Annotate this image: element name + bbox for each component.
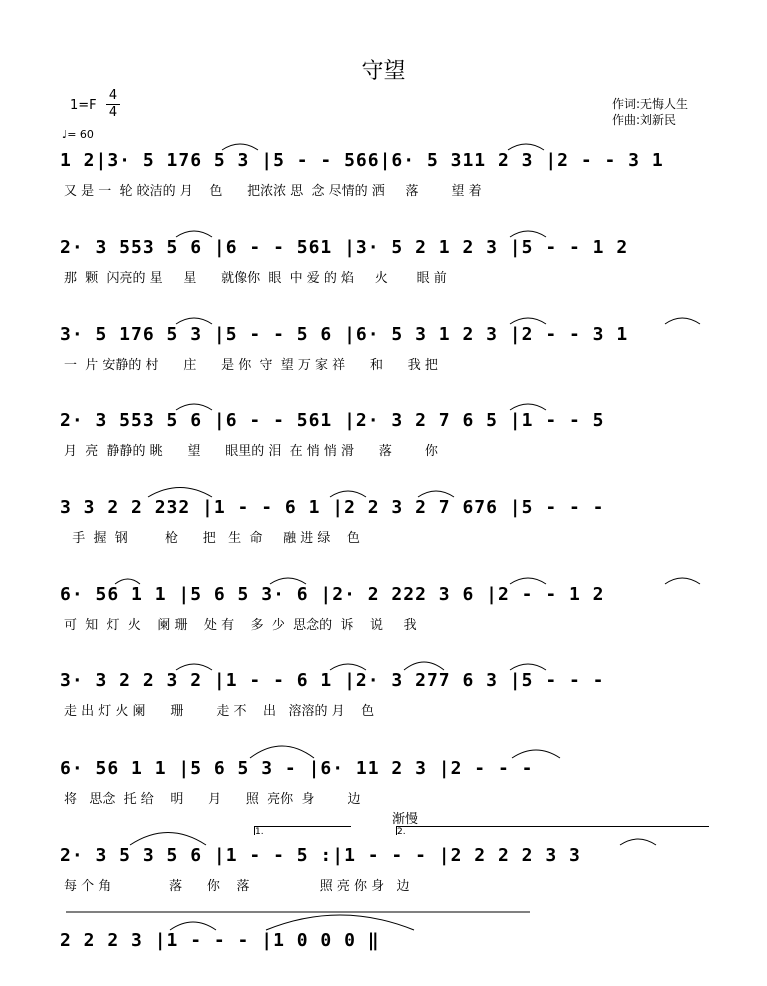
- song-title: 守望: [361, 59, 406, 84]
- slur-mark: [148, 488, 212, 498]
- notes-line: 2 2 2 3 |1 - - - |1 0 0 0 ‖: [60, 930, 380, 951]
- lyrics-line: 将 思念 托 给 明 月 照 亮你 身 边: [64, 792, 361, 807]
- lyrics-line: 又 是 一 轮 皎洁的 月 色 把浓浓 思 念 尽情的 洒 落 望 着: [64, 184, 482, 199]
- slur-mark: [130, 833, 206, 846]
- volta-1-label: 1.: [255, 827, 264, 837]
- volta-2-label: 2.: [397, 827, 406, 837]
- lyrics-line: 月 亮 静静的 眺 望 眼里的 泪 在 悄 悄 滑 落 你: [64, 444, 438, 459]
- lyrics-line: 可 知 灯 火 阑 珊 处 有 多 少 思念的 诉 说 我: [64, 618, 417, 633]
- time-signature-top: 4: [108, 88, 118, 103]
- notes-line: 2· 3 553 5 6 |6 - - 561 |3· 5 2 1 2 3 |5 - - 1 2: [60, 237, 629, 258]
- slur-mark: [250, 746, 314, 758]
- slur-mark: [512, 750, 560, 758]
- notes-line: 3· 5 176 5 3 |5 - - 5 6 |6· 5 3 1 2 3 |2 - - 3 1: [60, 324, 629, 345]
- tempo: ♩= 60: [62, 128, 94, 141]
- notes-line: 3 3 2 2 232 |1 - - 6 1 |2 2 3 2 7 676 |5 - - -: [60, 497, 605, 518]
- notes-line: 6· 56 1 1 |5 6 5 3 - |6· 11 2 3 |2 - - -: [60, 758, 534, 779]
- tempo-marking: 渐慢: [392, 812, 419, 827]
- time-signature: [106, 89, 120, 120]
- volta-2: [396, 826, 709, 835]
- volta-1: [254, 826, 351, 835]
- time-signature-bottom: 4: [108, 105, 118, 120]
- credits: [612, 96, 688, 128]
- lyrics-line: 一 片 安静的 村 庄 是 你 守 望 万 家 祥 和 我 把: [64, 358, 438, 373]
- notes-line: 6· 56 1 1 |5 6 5 3· 6 |2· 2 222 3 6 |2 - - 1 2: [60, 584, 605, 605]
- composer: 作曲:刘新民: [612, 113, 677, 127]
- lyrics-line: 那 颗 闪亮的 星 星 就像你 眼 中 爱 的 焰 火 眼 前: [64, 271, 447, 286]
- key-signature: 1=F: [70, 98, 97, 113]
- slur-mark: [266, 915, 414, 930]
- notes-line: 3· 3 2 2 3 2 |1 - - 6 1 |2· 3 277 6 3 |5 - - -: [60, 670, 605, 691]
- notes-line: 1 2|3· 5 176 5 3 |5 - - 566|6· 5 311 2 3 |2 - - 3 1: [60, 150, 664, 171]
- lyricist: 作词:无悔人生: [612, 97, 689, 111]
- lyrics-line: 手 握 钢 枪 把 生 命 融 进 绿 色: [64, 531, 360, 546]
- lyrics-line: 每 个 角 落 你 落 照 亮 你 身 边: [64, 879, 410, 894]
- notes-line: 2· 3 553 5 6 |6 - - 561 |2· 3 2 7 6 5 |1 - - 5: [60, 410, 605, 431]
- slur-mark: [170, 922, 216, 930]
- slur-mark: [404, 662, 444, 670]
- lyrics-line: 走 出 灯 火 阑 珊 走 不 出 溶溶的 月 色: [64, 704, 375, 719]
- notes-line: 2· 3 5 3 5 6 |1 - - 5 :|1 - - - |2 2 2 2 3 3: [60, 845, 581, 866]
